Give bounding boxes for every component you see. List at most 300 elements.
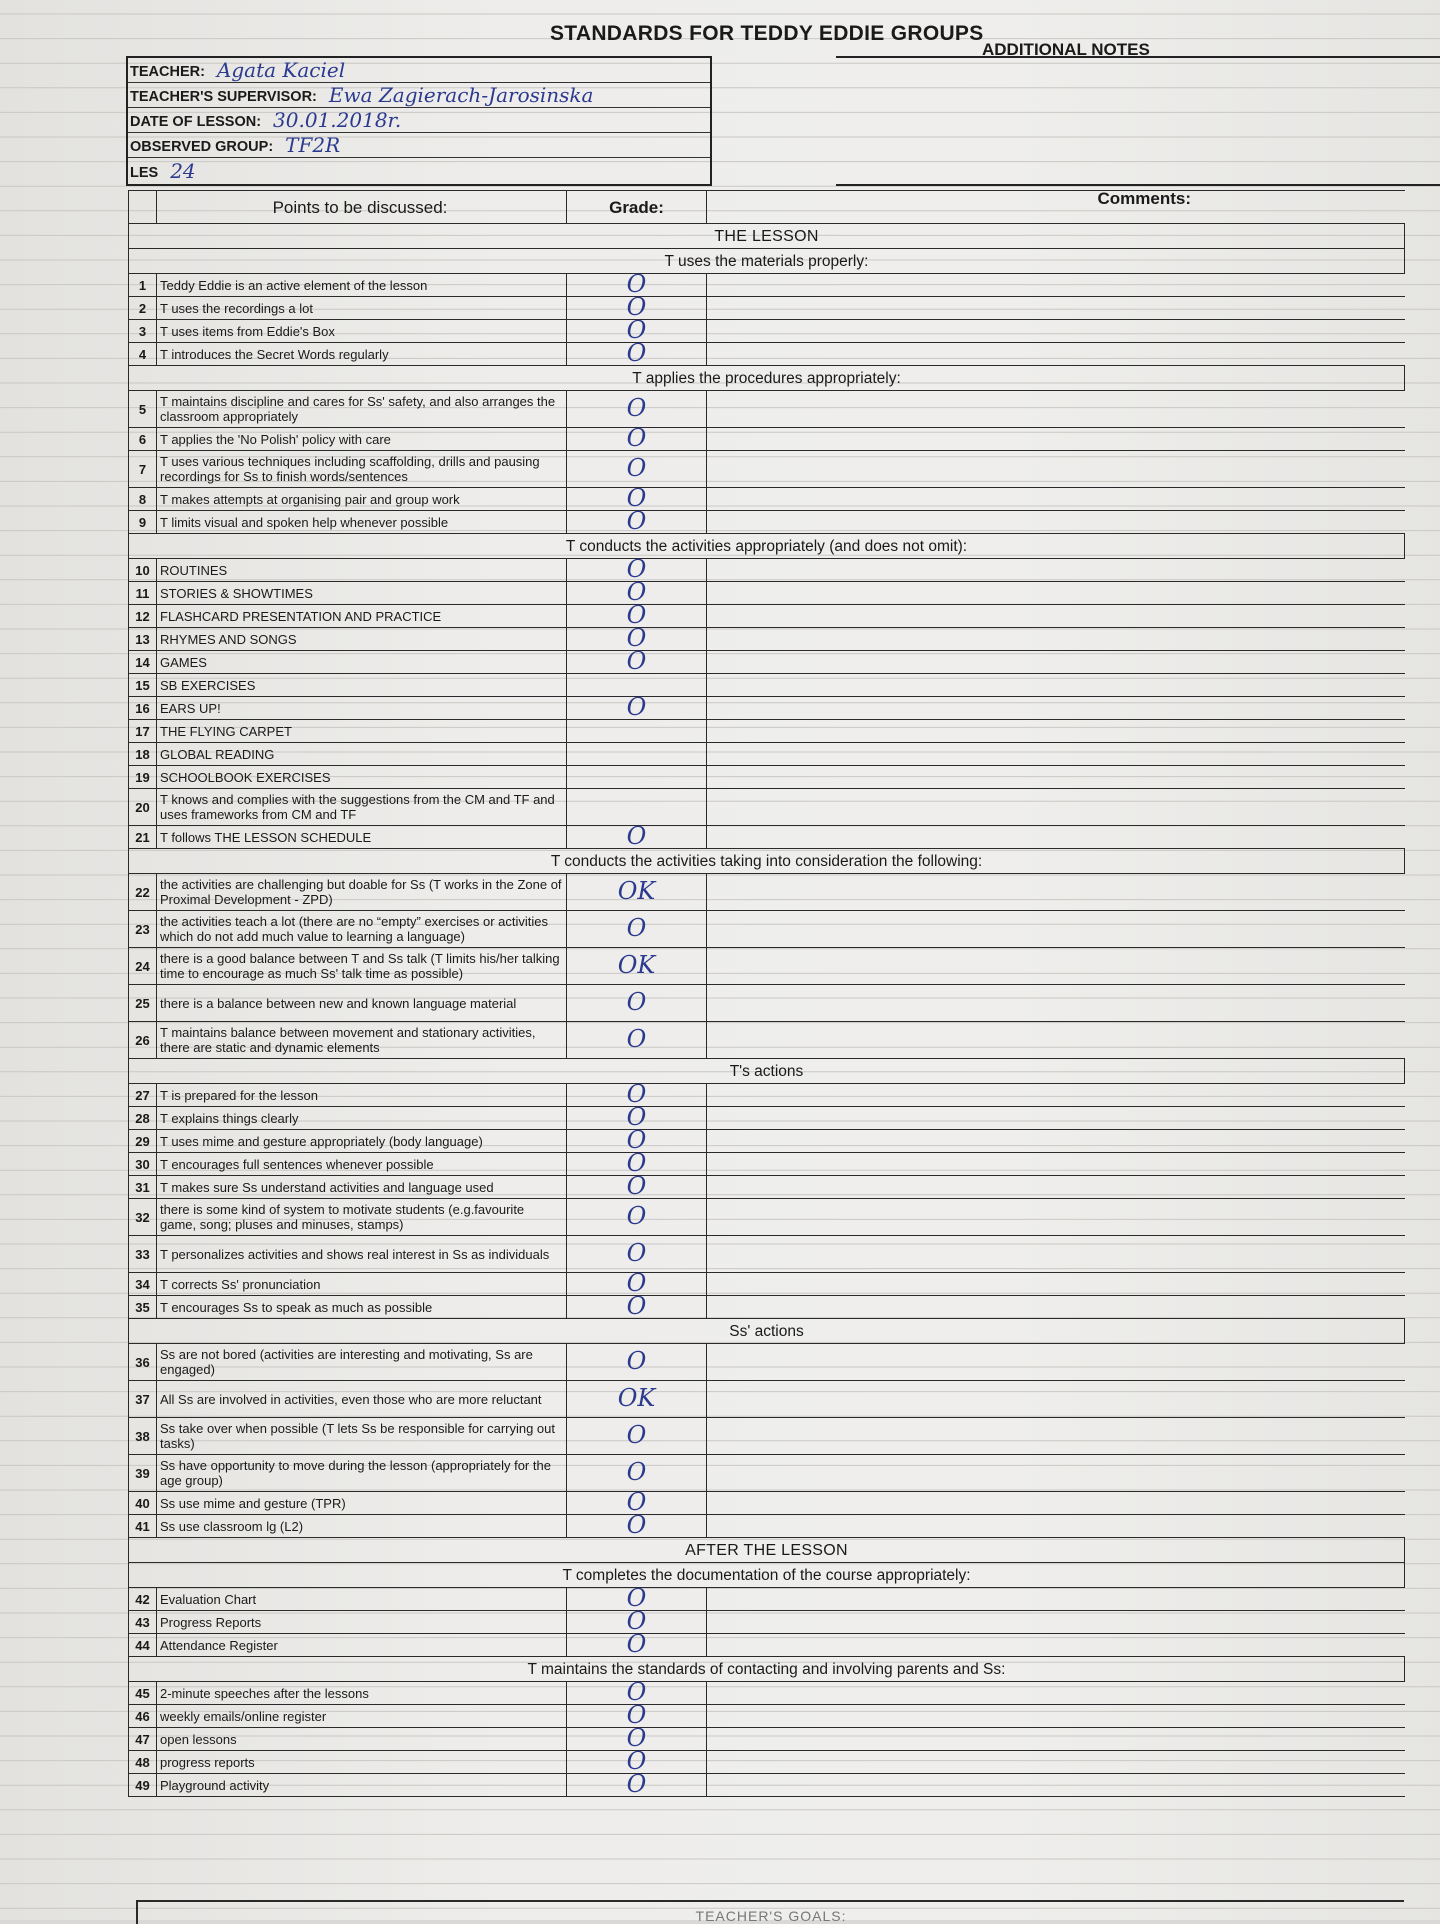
grade-mark: O <box>626 1421 647 1449</box>
grade-mark: O <box>626 1458 647 1486</box>
info-label: TEACHER'S SUPERVISOR: <box>130 89 317 105</box>
comment-cell[interactable] <box>707 559 1405 582</box>
criterion-text: progress reports <box>157 1751 567 1774</box>
grade-cell[interactable] <box>567 424 707 452</box>
criterion-number: 22 <box>129 874 157 911</box>
criterion-number: 40 <box>129 1492 157 1515</box>
criterion-number: 26 <box>129 1022 157 1059</box>
info-value-date: 30.01.2018r. <box>273 108 402 132</box>
criterion-text: T applies the 'No Polish' policy with care <box>157 428 567 451</box>
section-title: T maintains the standards of contacting and involving parents and Ss: <box>129 1657 1405 1682</box>
criterion-number: 18 <box>129 743 157 766</box>
criterion-row <box>129 297 1405 320</box>
grade-mark: O <box>626 507 647 535</box>
criterion-number: 46 <box>129 1705 157 1728</box>
criterion-row <box>129 1611 1405 1634</box>
comment-cell[interactable] <box>707 274 1405 297</box>
grade-cell[interactable] <box>567 1236 707 1273</box>
comment-cell[interactable] <box>707 1455 1405 1492</box>
criterion-row <box>129 874 1405 911</box>
criterion-text: T limits visual and spoken help whenever possible <box>157 511 567 534</box>
comment-cell[interactable] <box>707 985 1405 1022</box>
grade-mark: O <box>626 1202 647 1230</box>
criterion-row <box>129 826 1405 849</box>
grade-mark: O <box>626 822 647 850</box>
grade-mark: O <box>626 1678 647 1706</box>
criterion-row <box>129 1682 1405 1705</box>
grade-cell[interactable] <box>567 1022 707 1059</box>
comment-cell[interactable] <box>707 297 1405 320</box>
comment-cell[interactable] <box>707 1418 1405 1455</box>
criterion-number: 6 <box>129 428 157 451</box>
grade-cell[interactable] <box>567 1455 707 1492</box>
criterion-text: All Ss are involved in activities, even those who are more reluctant <box>157 1381 567 1418</box>
criterion-row <box>129 651 1405 674</box>
criterion-row <box>129 789 1405 826</box>
grade-cell[interactable] <box>567 1418 707 1455</box>
info-row-supervisor <box>128 83 710 108</box>
comment-cell[interactable] <box>707 1381 1405 1418</box>
criterion-row <box>129 488 1405 511</box>
grade-mark: O <box>626 624 647 652</box>
grade-cell[interactable] <box>567 874 707 911</box>
grade-mark: O <box>626 1488 647 1516</box>
criterion-number: 19 <box>129 766 157 789</box>
criterion-text: weekly emails/online register <box>157 1705 567 1728</box>
criterion-number: 44 <box>129 1634 157 1657</box>
comment-cell[interactable] <box>707 320 1405 343</box>
criterion-text: T uses various techniques including scaffolding, drills and pausing recordings for Ss to finish words/sentences <box>157 451 567 488</box>
page-title: STANDARDS FOR TEDDY EDDIE GROUPS <box>550 22 984 45</box>
grade-cell[interactable] <box>567 1511 707 1539</box>
comment-cell[interactable] <box>707 511 1405 534</box>
comment-cell[interactable] <box>707 1611 1405 1634</box>
criterion-number: 4 <box>129 343 157 366</box>
criterion-text: 2-minute speeches after the lessons <box>157 1682 567 1705</box>
comment-cell[interactable] <box>707 1751 1405 1774</box>
criterion-text: there is some kind of system to motivate students (e.g.favourite game, song; pluses and minuses, stamps) <box>157 1199 567 1236</box>
criterion-number: 2 <box>129 297 157 320</box>
grade-mark: O <box>626 1511 647 1539</box>
criterion-text: Evaluation Chart <box>157 1588 567 1611</box>
criterion-row <box>129 1107 1405 1130</box>
criterion-number: 5 <box>129 391 157 428</box>
section-title: T's actions <box>129 1059 1405 1084</box>
criterion-text: T knows and complies with the suggestions from the CM and TF and uses frameworks from CM and TF <box>157 789 567 826</box>
grade-mark: O <box>626 1172 647 1200</box>
criterion-row <box>129 1236 1405 1273</box>
criterion-row <box>129 1022 1405 1059</box>
section-heading-row <box>129 1319 1405 1344</box>
comment-cell[interactable] <box>707 1084 1405 1107</box>
info-label: OBSERVED GROUP: <box>130 139 274 155</box>
grade-mark: O <box>626 316 647 344</box>
comment-cell[interactable] <box>707 948 1405 985</box>
criterion-row <box>129 697 1405 720</box>
comment-cell[interactable] <box>707 1236 1405 1273</box>
criterion-text: Ss have opportunity to move during the lesson (appropriately for the age group) <box>157 1455 567 1492</box>
comment-cell[interactable] <box>707 826 1405 849</box>
criterion-text: Ss use mime and gesture (TPR) <box>157 1492 567 1515</box>
section-title: Ss' actions <box>129 1319 1405 1344</box>
grade-cell[interactable] <box>567 647 707 675</box>
grade-mark: O <box>626 454 647 482</box>
criterion-text: STORIES & SHOWTIMES <box>157 582 567 605</box>
criterion-text: the activities teach a lot (there are no “empty” exercises or activities which do not add much value to learning a language) <box>157 911 567 948</box>
comment-cell[interactable] <box>707 488 1405 511</box>
criterion-text: T personalizes activities and shows real interest in Ss as individuals <box>157 1236 567 1273</box>
section-heading-row <box>129 1563 1405 1588</box>
criterion-number: 3 <box>129 320 157 343</box>
comment-cell[interactable] <box>707 1199 1405 1236</box>
grade-mark: O <box>626 1724 647 1752</box>
criterion-text: T maintains balance between movement and stationary activities, there are static and dynamic elements <box>157 1022 567 1059</box>
grade-mark: O <box>626 293 647 321</box>
criterion-text: Playground activity <box>157 1774 567 1797</box>
info-value-group: TF2R <box>285 133 341 157</box>
grade-cell[interactable] <box>567 985 707 1022</box>
criterion-text: there is a good balance between T and Ss talk (T limits his/her talking time to encourage as much Ss' talk time as possible) <box>157 948 567 985</box>
grade-mark: O <box>626 647 647 675</box>
grade-mark: O <box>626 424 647 452</box>
criterion-text: GAMES <box>157 651 567 674</box>
table-header-row <box>129 191 1405 224</box>
comment-cell[interactable] <box>707 651 1405 674</box>
info-row-les <box>128 158 710 183</box>
criterion-number: 15 <box>129 674 157 697</box>
criterion-text: THE FLYING CARPET <box>157 720 567 743</box>
criterion-row <box>129 1273 1405 1296</box>
criterion-row <box>129 1418 1405 1455</box>
criterion-row <box>129 743 1405 766</box>
comment-cell[interactable] <box>707 1728 1405 1751</box>
criterion-row <box>129 1492 1405 1515</box>
grade-mark: OK <box>617 951 656 979</box>
criterion-row <box>129 320 1405 343</box>
criterion-number: 23 <box>129 911 157 948</box>
additional-notes-box <box>836 56 1440 186</box>
grade-cell[interactable] <box>567 766 707 789</box>
comments-header: Comments: <box>707 191 1405 224</box>
comment-cell[interactable] <box>707 1492 1405 1515</box>
criterion-text: FLASHCARD PRESENTATION AND PRACTICE <box>157 605 567 628</box>
grade-mark: O <box>626 914 647 942</box>
criterion-text: Ss are not bored (activities are interesting and motivating, Ss are engaged) <box>157 1344 567 1381</box>
criterion-text: open lessons <box>157 1728 567 1751</box>
section-title: AFTER THE LESSON <box>129 1538 1405 1563</box>
criterion-number: 45 <box>129 1682 157 1705</box>
comment-cell[interactable] <box>707 1634 1405 1657</box>
criterion-text: T makes sure Ss understand activities and language used <box>157 1176 567 1199</box>
criterion-number: 13 <box>129 628 157 651</box>
grade-cell[interactable] <box>567 822 707 850</box>
grade-mark: O <box>626 339 647 367</box>
lesson-info-box <box>126 56 712 186</box>
criterion-row <box>129 1084 1405 1107</box>
criterion-text: the activities are challenging but doable for Ss (T works in the Zone of Proximal Development - ZPD) <box>157 874 567 911</box>
criterion-text: T is prepared for the lesson <box>157 1084 567 1107</box>
criterion-row <box>129 274 1405 297</box>
comment-cell[interactable] <box>707 343 1405 366</box>
criterion-row <box>129 628 1405 651</box>
criterion-number: 47 <box>129 1728 157 1751</box>
criterion-number: 28 <box>129 1107 157 1130</box>
info-row-teacher <box>128 58 710 83</box>
criterion-row <box>129 559 1405 582</box>
criterion-text: T encourages Ss to speak as much as possible <box>157 1296 567 1319</box>
grade-cell[interactable] <box>567 720 707 743</box>
grade-cell[interactable] <box>567 391 707 428</box>
criterion-row <box>129 1455 1405 1492</box>
comment-cell[interactable] <box>707 1588 1405 1611</box>
comment-cell[interactable] <box>707 1130 1405 1153</box>
comment-cell[interactable] <box>707 1022 1405 1059</box>
grade-mark: O <box>626 693 647 721</box>
grade-cell[interactable] <box>567 743 707 766</box>
grade-cell[interactable] <box>567 1292 707 1320</box>
section-title: T completes the documentation of the course appropriately: <box>129 1563 1405 1588</box>
criterion-number: 49 <box>129 1774 157 1797</box>
comment-cell[interactable] <box>707 1344 1405 1381</box>
criterion-row <box>129 948 1405 985</box>
criterion-text: T uses the recordings a lot <box>157 297 567 320</box>
criterion-number: 43 <box>129 1611 157 1634</box>
info-label: TEACHER: <box>130 64 205 80</box>
criterion-number: 12 <box>129 605 157 628</box>
criterion-number: 10 <box>129 559 157 582</box>
info-row-group <box>128 133 710 158</box>
grade-mark: O <box>626 578 647 606</box>
comment-cell[interactable] <box>707 1705 1405 1728</box>
grade-mark: O <box>626 1103 647 1131</box>
criterion-number: 25 <box>129 985 157 1022</box>
grade-mark: O <box>626 394 647 422</box>
criterion-text: T follows THE LESSON SCHEDULE <box>157 826 567 849</box>
section-heading-row <box>129 849 1405 874</box>
grade-mark: O <box>626 555 647 583</box>
grade-cell[interactable] <box>567 1172 707 1200</box>
criterion-number: 42 <box>129 1588 157 1611</box>
criterion-text: Attendance Register <box>157 1634 567 1657</box>
criterion-row <box>129 428 1405 451</box>
grade-mark: O <box>626 988 647 1016</box>
section-heading-row <box>129 366 1405 391</box>
comment-cell[interactable] <box>707 605 1405 628</box>
criterion-text: T encourages full sentences whenever possible <box>157 1153 567 1176</box>
criterion-text: RHYMES AND SONGS <box>157 628 567 651</box>
section-heading-row <box>129 1657 1405 1682</box>
grade-mark: O <box>626 1584 647 1612</box>
grade-cell[interactable] <box>567 1770 707 1798</box>
comment-cell[interactable] <box>707 874 1405 911</box>
criterion-text: ROUTINES <box>157 559 567 582</box>
grade-cell[interactable] <box>567 693 707 721</box>
comment-cell[interactable] <box>707 1273 1405 1296</box>
additional-notes-label: ADDITIONAL NOTES <box>982 40 1150 59</box>
info-value-les: 24 <box>170 159 196 183</box>
grade-mark: O <box>626 1080 647 1108</box>
criterion-row <box>129 1199 1405 1236</box>
info-value-teacher: Agata Kaciel <box>216 58 346 82</box>
criterion-text: there is a balance between new and known language material <box>157 985 567 1022</box>
criterion-text: T uses mime and gesture appropriately (body language) <box>157 1130 567 1153</box>
criterion-row <box>129 1774 1405 1797</box>
standards-table <box>128 190 1405 1797</box>
grade-mark: O <box>626 601 647 629</box>
comment-cell[interactable] <box>707 1176 1405 1199</box>
criterion-row <box>129 1296 1405 1319</box>
grade-mark: O <box>626 1126 647 1154</box>
criterion-row <box>129 1515 1405 1538</box>
criterion-number: 34 <box>129 1273 157 1296</box>
criterion-number: 11 <box>129 582 157 605</box>
standards-table-wrapper <box>128 190 1404 1797</box>
section-heading-row <box>129 224 1405 249</box>
section-title: T conducts the activities taking into consideration the following: <box>129 849 1405 874</box>
criterion-text: Teddy Eddie is an active element of the lesson <box>157 274 567 297</box>
criterion-text: T introduces the Secret Words regularly <box>157 343 567 366</box>
criterion-row <box>129 1588 1405 1611</box>
grade-cell[interactable] <box>567 789 707 826</box>
comment-cell[interactable] <box>707 451 1405 488</box>
criterion-number: 30 <box>129 1153 157 1176</box>
grade-cell[interactable] <box>567 507 707 535</box>
criterion-number: 20 <box>129 789 157 826</box>
grade-mark: O <box>626 1701 647 1729</box>
criterion-number: 17 <box>129 720 157 743</box>
grade-cell[interactable] <box>567 1199 707 1236</box>
criterion-row <box>129 582 1405 605</box>
criterion-row <box>129 1634 1405 1657</box>
comment-cell[interactable] <box>707 697 1405 720</box>
criterion-row <box>129 1344 1405 1381</box>
info-row-date <box>128 108 710 133</box>
comment-cell[interactable] <box>707 628 1405 651</box>
criterion-row <box>129 605 1405 628</box>
grade-mark: O <box>626 1239 647 1267</box>
grade-mark: OK <box>617 1384 656 1412</box>
grade-mark: O <box>626 1025 647 1053</box>
section-heading-row <box>129 1538 1405 1563</box>
comment-cell[interactable] <box>707 428 1405 451</box>
criterion-number: 21 <box>129 826 157 849</box>
criterion-row <box>129 911 1405 948</box>
criterion-row <box>129 1705 1405 1728</box>
criterion-text: SB EXERCISES <box>157 674 567 697</box>
criterion-number: 1 <box>129 274 157 297</box>
info-label: LES <box>130 165 159 181</box>
comment-cell[interactable] <box>707 743 1405 766</box>
info-label: DATE OF LESSON: <box>130 114 262 130</box>
criterion-row <box>129 766 1405 789</box>
criterion-text: Progress Reports <box>157 1611 567 1634</box>
comment-cell[interactable] <box>707 1515 1405 1538</box>
criterion-row <box>129 1130 1405 1153</box>
criterion-row <box>129 1381 1405 1418</box>
grade-cell[interactable] <box>567 1344 707 1381</box>
criterion-row <box>129 1728 1405 1751</box>
comment-cell[interactable] <box>707 674 1405 697</box>
grade-mark: OK <box>617 877 656 905</box>
comment-cell[interactable] <box>707 1107 1405 1130</box>
grade-cell[interactable] <box>567 339 707 367</box>
criterion-text: T makes attempts at organising pair and group work <box>157 488 567 511</box>
criterion-row <box>129 451 1405 488</box>
grade-cell[interactable] <box>567 451 707 488</box>
comment-cell[interactable] <box>707 1153 1405 1176</box>
criterion-text: Ss use classroom lg (L2) <box>157 1515 567 1538</box>
grade-cell[interactable] <box>567 948 707 985</box>
criterion-number: 14 <box>129 651 157 674</box>
criterion-number: 24 <box>129 948 157 985</box>
grade-mark: O <box>626 1770 647 1798</box>
grade-cell[interactable] <box>567 911 707 948</box>
criterion-text: T maintains discipline and cares for Ss' safety, and also arranges the classroom appropriately <box>157 391 567 428</box>
section-heading-row <box>129 534 1405 559</box>
grade-mark: O <box>626 1269 647 1297</box>
points-header: Points to be discussed: <box>157 191 567 224</box>
comment-cell[interactable] <box>707 1296 1405 1319</box>
criterion-row <box>129 720 1405 743</box>
grade-mark: O <box>626 1630 647 1658</box>
criterion-row <box>129 1176 1405 1199</box>
comment-cell[interactable] <box>707 789 1405 826</box>
criterion-text: T corrects Ss' pronunciation <box>157 1273 567 1296</box>
info-value-supervisor: Ewa Zagierach-Jarosinska <box>328 83 594 107</box>
grade-mark: O <box>626 1607 647 1635</box>
teachers-goals-label: TEACHER'S GOALS: <box>136 1900 1404 1924</box>
grade-cell[interactable] <box>567 1630 707 1658</box>
criterion-text: SCHOOLBOOK EXERCISES <box>157 766 567 789</box>
criterion-number: 8 <box>129 488 157 511</box>
grade-mark: O <box>626 270 647 298</box>
criterion-row <box>129 674 1405 697</box>
comment-cell[interactable] <box>707 911 1405 948</box>
criterion-text: T explains things clearly <box>157 1107 567 1130</box>
criterion-number: 33 <box>129 1236 157 1273</box>
comment-cell[interactable] <box>707 1774 1405 1797</box>
criterion-number: 37 <box>129 1381 157 1418</box>
criterion-number: 7 <box>129 451 157 488</box>
criterion-number: 9 <box>129 511 157 534</box>
criterion-number: 31 <box>129 1176 157 1199</box>
grade-mark: O <box>626 1347 647 1375</box>
criterion-number: 32 <box>129 1199 157 1236</box>
comment-cell[interactable] <box>707 391 1405 428</box>
grade-cell[interactable] <box>567 1381 707 1418</box>
comment-cell[interactable] <box>707 582 1405 605</box>
criterion-number: 41 <box>129 1515 157 1538</box>
comment-cell[interactable] <box>707 766 1405 789</box>
header-blank-cell <box>129 191 157 224</box>
section-title: T applies the procedures appropriately: <box>129 366 1405 391</box>
criterion-number: 38 <box>129 1418 157 1455</box>
criterion-text: Ss take over when possible (T lets Ss be responsible for carrying out tasks) <box>157 1418 567 1455</box>
comment-cell[interactable] <box>707 720 1405 743</box>
criterion-row <box>129 391 1405 428</box>
criterion-number: 27 <box>129 1084 157 1107</box>
comment-cell[interactable] <box>707 1682 1405 1705</box>
criterion-row <box>129 985 1405 1022</box>
criterion-number: 35 <box>129 1296 157 1319</box>
section-title: THE LESSON <box>129 224 1405 249</box>
grade-mark: O <box>626 1292 647 1320</box>
section-heading-row <box>129 1059 1405 1084</box>
criterion-number: 16 <box>129 697 157 720</box>
criterion-row <box>129 1153 1405 1176</box>
form-header <box>126 10 1378 183</box>
criterion-text: EARS UP! <box>157 697 567 720</box>
